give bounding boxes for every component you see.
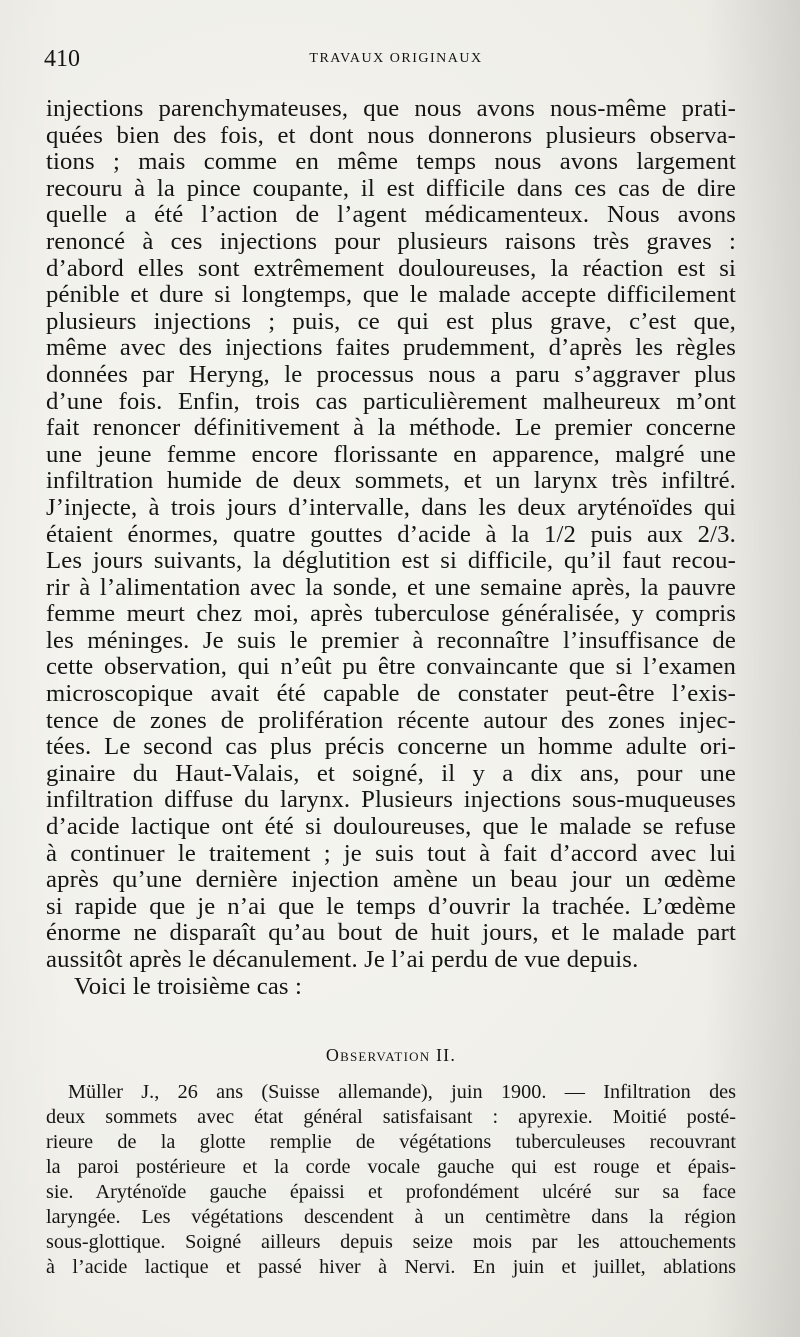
text-line: tence de zones de prolifération récente autour des zones injec- xyxy=(46,706,736,734)
text-line: à continuer le traitement ; je suis tout à fait d’accord avec lui xyxy=(46,839,736,867)
observation-line: laryngée. Les végétations descendent à un centimètre dans la région xyxy=(46,1206,736,1228)
text-line: quées bien des fois, et dont nous donnerons plusieurs observa- xyxy=(46,121,736,149)
text-line: les méninges. Je suis le premier à reconnaître l’insuffisance de xyxy=(46,626,736,654)
observation-line: sous-glottique. Soigné ailleurs depuis seize mois par les attouchements xyxy=(46,1231,736,1253)
text-line: recouru à la pince coupante, il est difficile dans ces cas de dire xyxy=(46,174,736,202)
observation-line: la paroi postérieure et la corde vocale gauche qui est rouge et épais- xyxy=(46,1156,736,1178)
text-line: aussitôt après le décanulement. Je l’ai perdu de vue depuis. xyxy=(46,946,639,973)
observation-line: deux sommets avec état général satisfaisant : apyrexie. Moitié posté- xyxy=(46,1106,736,1128)
text-line: infiltration diffuse du larynx. Plusieurs injections sous-muqueuses xyxy=(46,786,736,814)
text-line: pénible et dure si longtemps, que le malade accepte difficilement xyxy=(46,281,736,309)
text-line: tions ; mais comme en même temps nous avons largement xyxy=(46,148,736,176)
main-paragraph xyxy=(46,96,736,1000)
text-line: d’une fois. Enfin, trois cas particulièrement malheureux m’ont xyxy=(46,387,736,415)
text-line: données par Heryng, le processus nous a paru s’aggraver plus xyxy=(46,360,736,388)
text-line: Les jours suivants, la déglutition est si difficile, qu’il faut recou- xyxy=(46,547,736,575)
text-line: injections parenchymateuses, que nous avons nous-même prati- xyxy=(46,95,736,122)
text-line: énorme ne disparaît qu’au bout de huit jours, et le malade part xyxy=(46,919,736,947)
text-line: après qu’une dernière injection amène un beau jour un œdème xyxy=(46,866,736,894)
text-line: fait renoncer définitivement à la méthode. Le premier concerne xyxy=(46,414,736,442)
text-line: cette observation, qui n’eût pu être convaincante que si l’examen xyxy=(46,653,736,681)
text-line: rir à l’alimentation avec la sonde, et une semaine après, la pauvre xyxy=(46,573,736,601)
text-line: J’injecte, à trois jours d’intervalle, dans les deux aryténoïdes qui xyxy=(46,493,736,521)
page-number: 410 xyxy=(44,46,80,72)
text-line: d’acide lactique ont été si douloureuses, que le malade se refuse xyxy=(46,813,736,841)
text-line: Voici le troisième cas : xyxy=(74,972,303,1000)
text-line: microscopique avait été capable de constater peut-être l’exis- xyxy=(46,680,736,708)
running-title: TRAVAUX ORIGINAUX xyxy=(309,51,483,66)
text-line: tées. Le second cas plus précis concerne un homme adulte ori- xyxy=(46,733,736,761)
text-line: plusieurs injections ; puis, ce qui est plus grave, c’est que, xyxy=(46,307,736,335)
text-line: même avec des injections faites prudemment, d’après les règles xyxy=(46,334,736,362)
observation-heading: Observation II. xyxy=(325,1045,457,1065)
text-line: une jeune femme encore florissante en apparence, malgré une xyxy=(46,440,736,468)
page-header xyxy=(44,42,748,76)
observation-paragraph xyxy=(46,1080,736,1280)
text-line: si rapide que je n’ai que le temps d’ouvrir la trachée. L’œdème xyxy=(46,892,736,920)
observation-line: Müller J., 26 ans (Suisse allemande), juin 1900. — Infiltration des xyxy=(68,1081,736,1103)
text-line: ginaire du Haut-Valais, et soigné, il y a dix ans, pour une xyxy=(46,759,736,787)
observation-line: à l’acide lactique et passé hiver à Nervi. En juin et juillet, ablations xyxy=(46,1256,736,1278)
text-line: quelle a été l’action de l’agent médicamenteux. Nous avons xyxy=(46,201,736,229)
text-line: femme meurt chez moi, après tuberculose généralisée, y compris xyxy=(46,600,736,628)
text-line: étaient énormes, quatre gouttes d’acide à la 1/2 puis aux 2/3. xyxy=(46,520,736,548)
observation-line: rieure de la glotte remplie de végétations tuberculeuses recouvrant xyxy=(46,1131,736,1153)
observation-line: sie. Aryténoïde gauche épaissi et profondément ulcéré sur sa face xyxy=(46,1181,736,1203)
text-line: infiltration humide de deux sommets, et un larynx très infiltré. xyxy=(46,467,736,495)
text-line: d’abord elles sont extrêmement douloureuses, la réaction est si xyxy=(46,254,736,282)
text-line: renoncé à ces injections pour plusieurs raisons très graves : xyxy=(46,227,736,255)
